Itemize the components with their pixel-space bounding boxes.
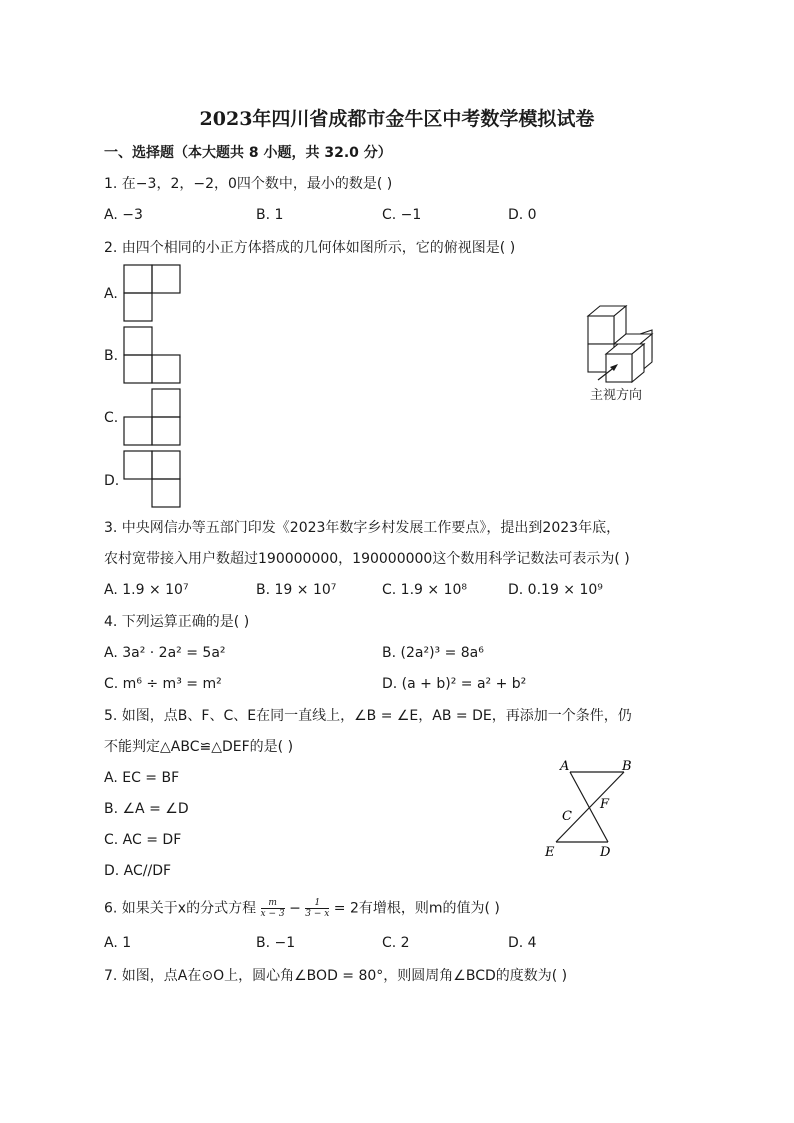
q6-stem-post: = 2有增根，则m的值为( ) (333, 900, 500, 917)
label-d: D (600, 845, 611, 860)
q6-frac1-numerator: m (261, 898, 285, 909)
q4-option-c: C. m⁶ ÷ m³ = m² (104, 676, 222, 692)
q2-option-d-figure (123, 450, 183, 510)
q2-option-b-figure (123, 326, 183, 386)
q4-option-d: D. (a + b)² = a² + b² (382, 676, 527, 692)
q5-option-a: A. EC = BF (104, 770, 180, 786)
q1-option-c: C. −1 (382, 207, 422, 223)
question-3-stem-line1: 3. 中央网信办等五部门印发《2023年数字乡村发展工作要点》，提出到2023年底， (104, 520, 621, 536)
q6-stem-pre: 6. 如果关于x的分式方程 (104, 900, 257, 917)
q2-option-c: C. (104, 410, 119, 426)
q6-option-a: A. 1 (104, 935, 132, 951)
q6-frac2-numerator: 1 (305, 898, 329, 909)
q2-option-d: D. (104, 473, 120, 489)
q6-frac2-denominator: 3 − x (305, 909, 330, 919)
q1-option-b: B. 1 (256, 207, 284, 223)
q2-option-a-figure (123, 264, 183, 324)
q6-option-d: D. 4 (508, 935, 537, 951)
q3-option-c: C. 1.9 × 10⁸ (382, 582, 467, 598)
section-heading: 一、选择题（本大题共 8 小题，共 32.0 分） (104, 145, 392, 161)
q2-option-c-figure (123, 388, 183, 448)
question-4-stem: 4. 下列运算正确的是( ) (104, 614, 250, 630)
q5-option-b: B. ∠A = ∠D (104, 801, 189, 817)
question-6-stem (104, 898, 500, 919)
question-2-stem: 2. 由四个相同的小正方体搭成的几何体如图所示，它的俯视图是( ) (104, 240, 516, 256)
label-a: A (560, 759, 570, 774)
label-f: F (600, 797, 610, 812)
q6-fraction-1 (261, 898, 285, 919)
q5-geometry-figure (540, 756, 650, 862)
q6-frac1-denominator: x − 3 (260, 909, 285, 919)
q2-option-a: A. (104, 286, 118, 302)
question-3-stem-line2: 农村宽带接入用户数超过190000000，190000000这个数用科学记数法可表示为( ) (104, 551, 630, 567)
q2-option-b: B. (104, 348, 119, 364)
label-b: B (622, 759, 632, 774)
q3-option-a: A. 1.9 × 10⁷ (104, 582, 189, 598)
view-direction-caption: 主视方向 (590, 388, 643, 403)
q5-option-d: D. AC//DF (104, 863, 172, 879)
label-e: E (545, 845, 555, 860)
q6-option-c: C. 2 (382, 935, 410, 951)
question-1-stem: 1. 在−3，2，−2，0四个数中，最小的数是( ) (104, 176, 393, 192)
question-7-stem: 7. 如图，点A在⊙O上，圆心角∠BOD = 80°，则圆周角∠BCD的度数为( ) (104, 968, 568, 984)
question-5-stem-line2: 不能判定△ABC≌△DEF的是( ) (104, 739, 294, 755)
q3-option-b: B. 19 × 10⁷ (256, 582, 337, 598)
q3-option-d: D. 0.19 × 10⁹ (508, 582, 603, 598)
q4-option-b: B. (2a²)³ = 8a⁶ (382, 645, 484, 661)
page-title: 2023年四川省成都市金牛区中考数学模拟试卷 (199, 108, 595, 130)
label-c: C (562, 809, 572, 824)
q1-option-a: A. −3 (104, 207, 143, 223)
q5-option-c: C. AC = DF (104, 832, 182, 848)
q6-option-b: B. −1 (256, 935, 296, 951)
q6-fraction-2 (305, 898, 329, 919)
q1-option-d: D. 0 (508, 207, 537, 223)
question-5-stem-line1: 5. 如图，点B、F、C、E在同一直线上，∠B = ∠E，AB = DE，再添加一个条件，仍 (104, 708, 632, 724)
q6-minus: − (289, 900, 301, 917)
q4-option-a: A. 3a² · 2a² = 5a² (104, 645, 226, 661)
